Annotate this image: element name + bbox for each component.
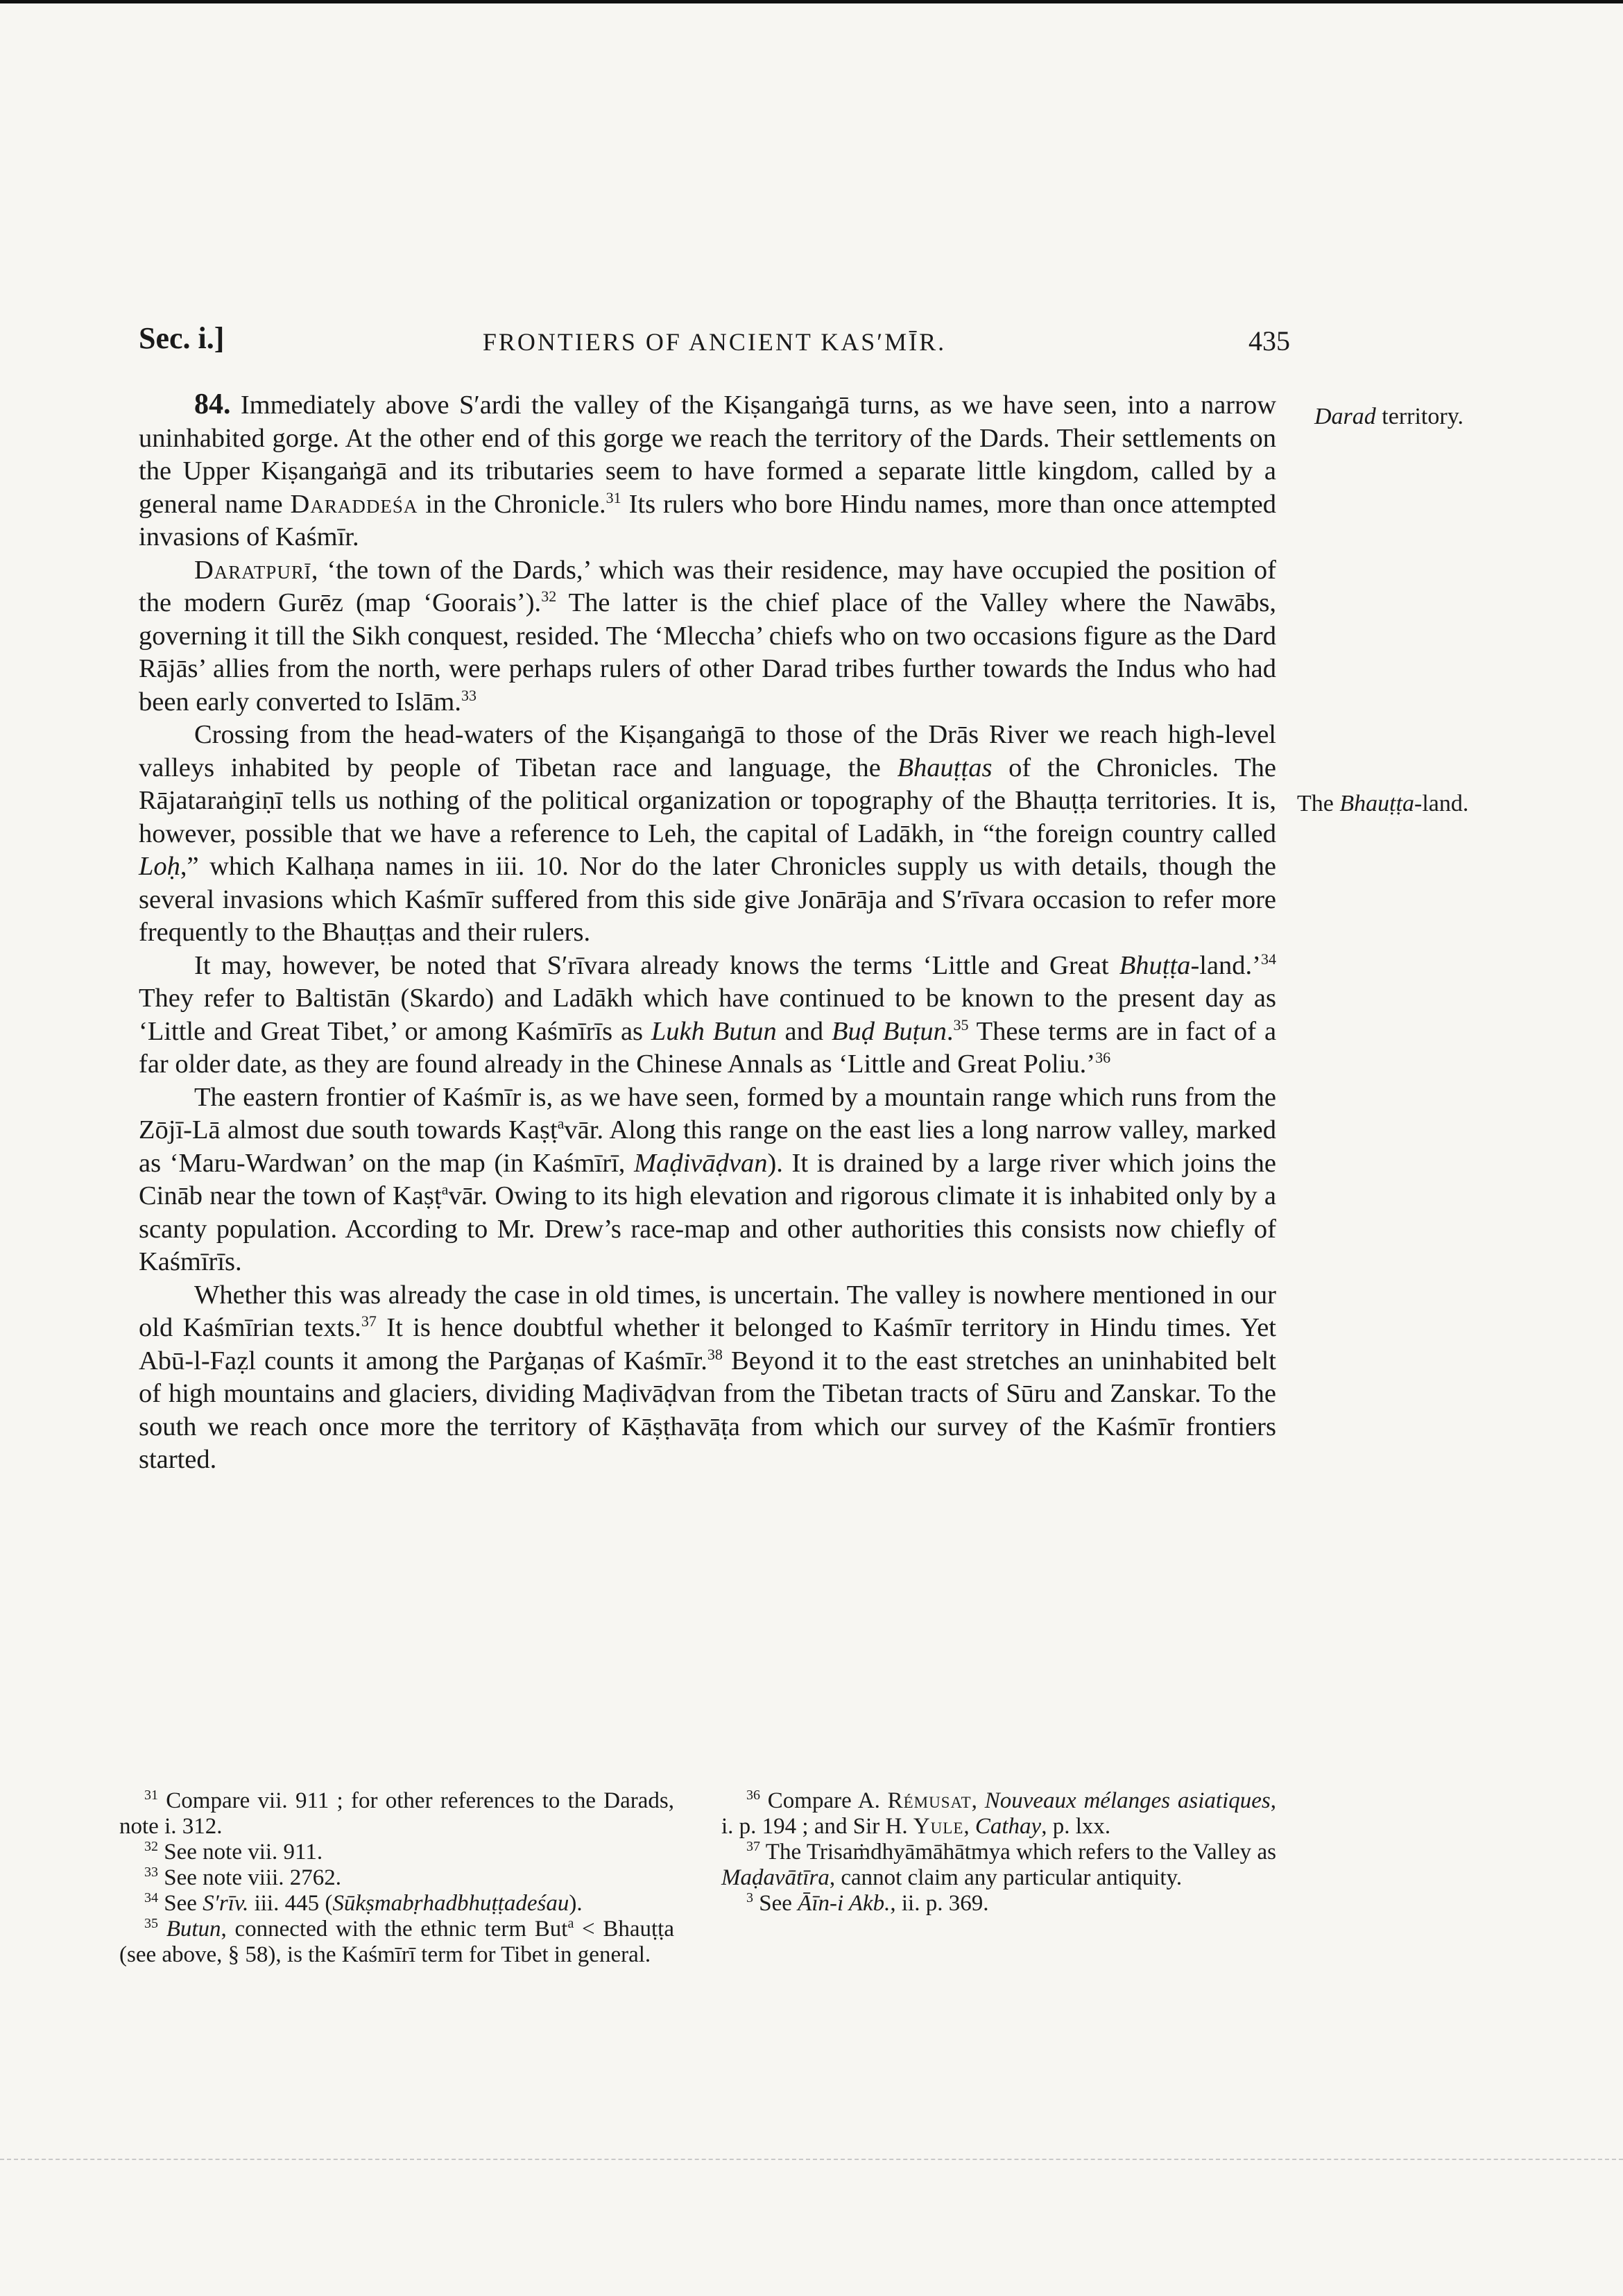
superscript-letter: a: [441, 1181, 449, 1198]
text-run: These terms are in fact of a far older date, as they are found already in the Chinese Annals as ‘Little and Great Poliu.’: [139, 1016, 1277, 1079]
footnote-35: [119, 1917, 674, 1968]
sidenote-darad-territory: [1314, 404, 1463, 430]
text-run: Beyond it to the east stretches an uninhabited belt of high mountains and glaciers, dividing Maḍivāḍvan from the Tibetan tracts of Sūru and Zanskar. To the south we reach once more the territory of Kāṣṭhavāṭa from which our survey of the Kaśmīr frontiers started.: [139, 1346, 1276, 1474]
footnote-italic: Āīn-i Akb.: [798, 1891, 891, 1916]
text-run: in the Chronicle.: [418, 489, 606, 519]
superscript-letter: a: [567, 1916, 574, 1931]
footnote-ref: 35: [953, 1016, 969, 1034]
footnote-small-caps: Rémusat: [887, 1788, 972, 1813]
paragraph-little-great-tibet: [139, 950, 1276, 1081]
superscript-letter: a: [557, 1115, 565, 1132]
footnote-italic: Nouveaux mélanges asiatiques: [984, 1788, 1271, 1813]
footnote-text: Compare vii. 911 ; for other references to the Darads, note i. 312.: [119, 1788, 674, 1839]
footnote-number: 3: [746, 1890, 753, 1905]
top-border-rule: [0, 0, 1623, 3]
footnote-italic: S′rīv.: [203, 1891, 249, 1916]
footnote-text: See: [753, 1891, 798, 1916]
footnote-italic: Sūkṣmabṛhadbhuṭṭadeśau: [332, 1891, 569, 1916]
text-run: Crossing from the head-waters of the Kiṣangaṅgā to those of the Drās River we reach high-level valleys inhabited by people of Tibetan race and language, the: [139, 720, 1276, 782]
text-run: The eastern frontier of Kaśmīr is, as we have seen, formed by a mountain range which runs from the Zōjī-Lā almost due south towards Kaṣṭ: [139, 1082, 1276, 1145]
sidenote-text: The: [1297, 791, 1340, 816]
footnote-ref: 32: [541, 588, 557, 605]
main-text: [139, 388, 1276, 1477]
footnote-text: , i. p. 194 ; and Sir H.: [721, 1788, 1276, 1839]
text-run: It is hence doubtful whether it belonged to Kaśmīr territory in Hindu times. Yet Abū-l-Faẓl counts it among the Parġaṇas of Kaśmīr.: [139, 1313, 1276, 1376]
small-caps-term: Daraddeśa: [290, 489, 418, 519]
footnote-ref: 36: [1095, 1049, 1111, 1066]
footnote-text: See note vii. 911.: [158, 1840, 323, 1865]
footnote-text: ).: [569, 1891, 583, 1916]
footnote-text: < Bhauṭṭa (see above, § 58), is the Kaśmīrī term for Tibet in general.: [119, 1917, 674, 1967]
text-run: Immediately above S′ardi the valley of the Kiṣangaṅgā turns, as we have seen, into a narrow uninhabited gorge. At the other end of this gorge we reach the territory of the Dards. Their settlements on the Upper Kiṣangaṅgā and its tributaries seem to have formed a separate little kingdom, called by a general name: [139, 391, 1276, 519]
footnote-italic: Maḍavātīra: [721, 1865, 830, 1890]
sidenote-italic: Darad: [1314, 404, 1376, 429]
running-header: [139, 320, 1290, 369]
footnote-37: [721, 1840, 1276, 1891]
text-run: Whether this was already the case in old times, is uncertain. The valley is nowhere mentioned in our old Kaśmīrian texts.: [139, 1280, 1276, 1342]
text-run: vār. Along this range on the east lies a long narrow valley, marked as ‘Maru-Wardwan’ on the map (in Kaśmīrī,: [139, 1115, 1276, 1178]
sidenote-bhautta-land: [1297, 791, 1468, 817]
text-run: The latter is the chief place of the Valley where the Nawābs, governing it till the Sikh conquest, resided. The ‘Mleccha’ chiefs who on two occasions figure as the Dard Rājās’ allies from the north, were perhaps rulers of other Darad tribes further towards the Indus who had been early converted to Islām.: [139, 588, 1277, 717]
footnote-text: Compare A.: [760, 1788, 888, 1813]
paragraph-old-times: [139, 1279, 1276, 1477]
footnote-text: See: [158, 1891, 203, 1916]
footnote-32: [119, 1840, 674, 1865]
text-run: They refer to Baltistān (Skardo) and Ladākh which have continued to be known to the present day as ‘Little and Great Tibet,’ or among Kaśmīrīs as: [139, 984, 1276, 1046]
text-run: .: [946, 1016, 954, 1046]
italic-term: Loḥ: [139, 852, 180, 881]
footnote-text: ,: [963, 1814, 975, 1839]
footnote-36: [721, 1788, 1276, 1840]
footnote-italic: Cathay: [974, 1814, 1042, 1839]
footnotes-left-column: [119, 1788, 674, 1968]
text-run: and: [776, 1016, 832, 1046]
footnote-number: 35: [144, 1916, 158, 1931]
paragraph-daratpuri: [139, 554, 1276, 719]
text-run: ). It is drained by a large river which joins the Cināb near the town of Kaṣṭ: [139, 1148, 1276, 1210]
italic-term: Buḍ Buṭun: [832, 1016, 947, 1046]
footnote-ref: 34: [1261, 950, 1276, 968]
footnote-number: 31: [144, 1788, 158, 1803]
sidenote-italic: Bhauṭṭa: [1339, 791, 1415, 816]
page-number: 435: [1248, 325, 1290, 357]
footnote-38: [721, 1891, 1276, 1917]
italic-term: Bhuṭṭa: [1119, 950, 1191, 980]
sidenote-text: territory.: [1375, 404, 1463, 429]
text-run: It may, however, be noted that S′rīvara already knows the terms ‘Little and Great: [194, 950, 1119, 980]
sidenote-text: -land.: [1414, 791, 1469, 816]
italic-term: Lukh Butun: [651, 1016, 777, 1046]
footnote-text: , connected with the ethnic term But: [221, 1917, 568, 1942]
footnote-small-caps: Yule: [913, 1814, 964, 1839]
paragraph-bhauttas: [139, 719, 1276, 950]
footnote-text: , p. lxx.: [1041, 1814, 1111, 1839]
footnote-number: 32: [144, 1839, 158, 1854]
footnote-ref: 31: [606, 488, 621, 506]
footnote-text: See note viii. 2762.: [158, 1865, 341, 1890]
text-run: ,” which Kalhaṇa names in iii. 10. Nor do the later Chronicles supply us with details, though the several invasions which Kaśmīr suffered from this side give Jonārāja and S′rīvara occasion to refer more frequently to the Bhauṭṭas and their rulers.: [139, 852, 1276, 947]
running-title: FRONTIERS OF ANCIENT KAS′MĪR.: [482, 328, 947, 356]
footnote-ref: 33: [461, 686, 477, 704]
text-run: -land.’: [1190, 950, 1261, 980]
footnote-number: 34: [144, 1890, 158, 1905]
footnote-text: ,: [971, 1788, 985, 1813]
footnote-number: 36: [746, 1788, 760, 1803]
footnote-ref: 38: [707, 1345, 723, 1363]
footnote-number: 37: [746, 1839, 760, 1854]
footnote-italic: Butun: [158, 1917, 221, 1942]
paragraph-84: [139, 388, 1276, 554]
text-run: , ‘the town of the Dards,’ which was their residence, may have occupied the position of the modern Gurēz (map ‘Goorais’).: [139, 555, 1276, 617]
footnote-text: , cannot claim any particular antiquity.: [829, 1865, 1183, 1890]
text-run: Its rulers who bore Hindu names, more than once attempted invasions of Kaśmīr.: [139, 489, 1277, 551]
text-run: of the Chronicles. The Rājataraṅgiṇī tells us nothing of the political organization or topography of the Bhauṭṭa territories. It is, however, possible that we have a reference to Leh, the capital of Ladākh, in “the foreign country called: [139, 753, 1277, 848]
footnotes-right-column: [721, 1788, 1276, 1917]
paragraph-eastern-frontier: [139, 1081, 1276, 1279]
footnote-text: iii. 445 (: [248, 1891, 333, 1916]
text-run: vār. Owing to its high elevation and rigorous climate it is inhabited only by a scanty population. According to Mr. Drew’s race-map and other authorities this consists now chiefly of Kaśmīrīs.: [139, 1181, 1276, 1276]
small-caps-term: Daratpurī: [194, 555, 311, 585]
italic-term: Maḍivāḍvan: [634, 1148, 768, 1178]
section-label: Sec. i.]: [139, 321, 225, 355]
footnote-text: The Trisaṁdhyāmāhātmya which refers to the Valley as: [760, 1840, 1276, 1865]
scan-edge-line: [0, 2159, 1623, 2160]
paragraph-number: 84.: [194, 388, 231, 420]
footnote-ref: 37: [361, 1312, 377, 1330]
italic-term: Bhauṭṭas: [897, 753, 993, 782]
footnote-text: , ii. p. 369.: [890, 1891, 989, 1916]
footnote-number: 33: [144, 1865, 158, 1880]
footnote-31: [119, 1788, 674, 1840]
footnote-34: [119, 1891, 674, 1917]
footnote-33: [119, 1865, 674, 1891]
